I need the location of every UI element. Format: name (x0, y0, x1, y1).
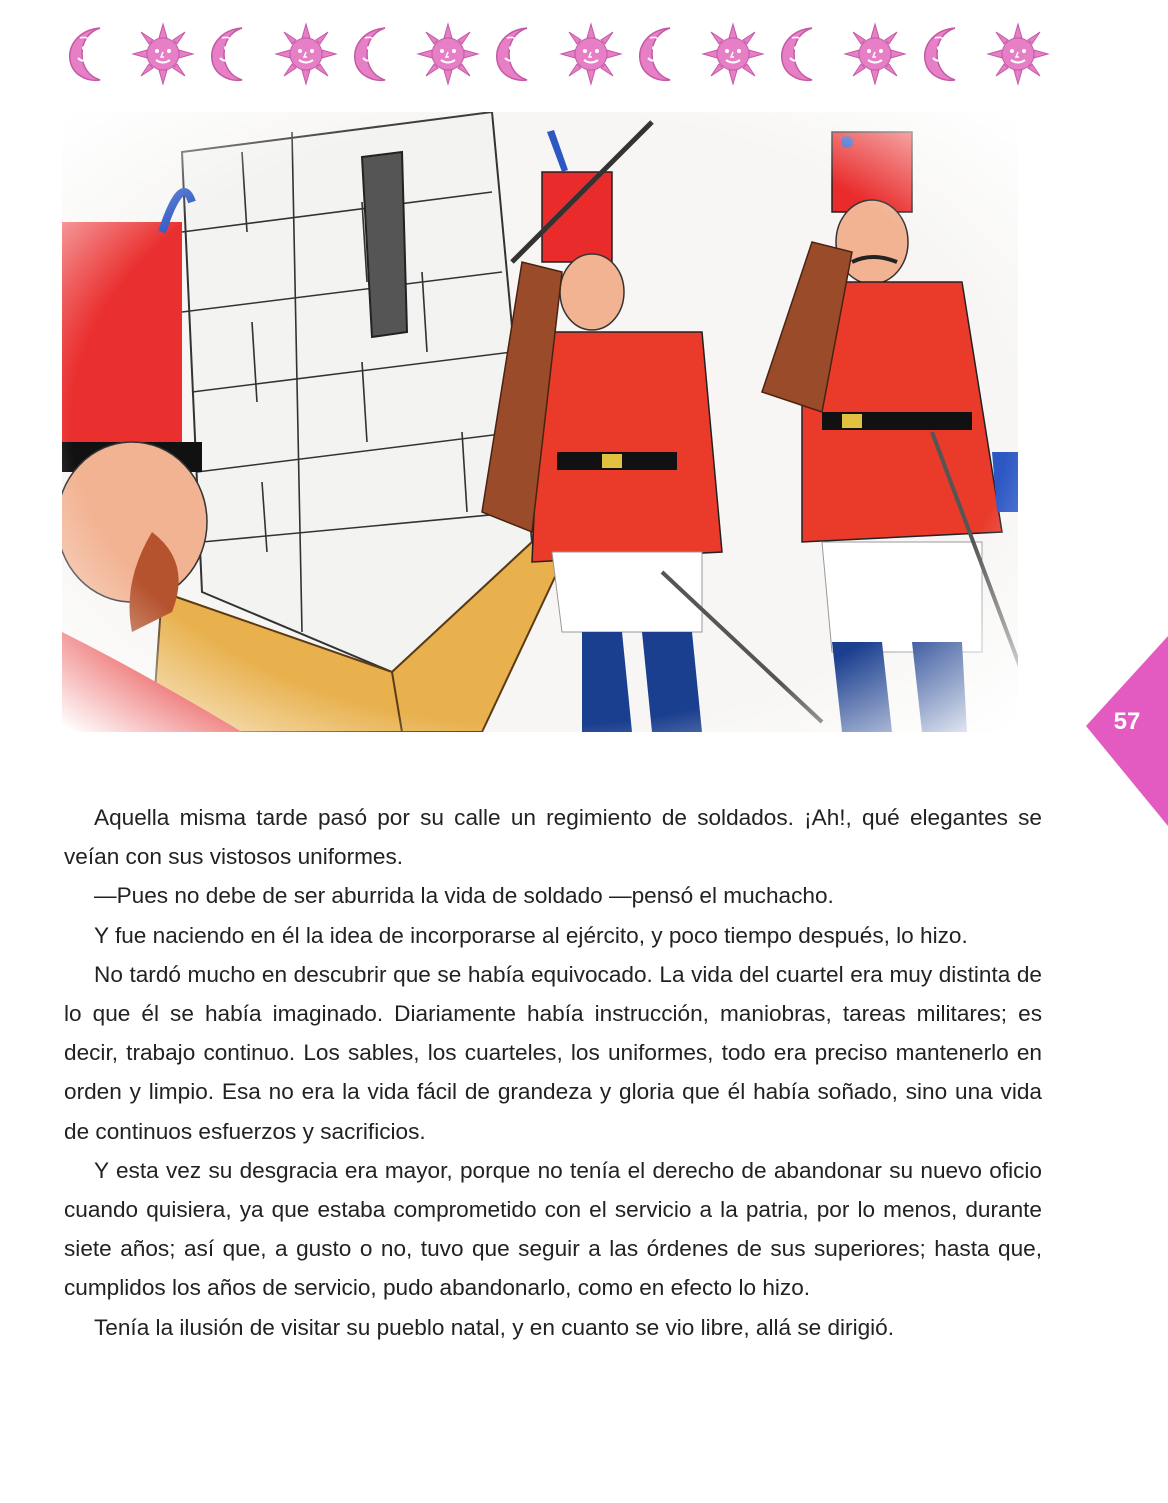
story-text (64, 798, 1042, 1347)
moon-icon (487, 22, 551, 86)
decorative-border (60, 18, 1050, 90)
sun-icon (416, 22, 480, 86)
moon-icon (772, 22, 836, 86)
moon-icon (915, 22, 979, 86)
sun-icon (986, 22, 1050, 86)
sun-icon (701, 22, 765, 86)
page-number: 57 (1113, 708, 1141, 735)
soldiers-illustration (62, 112, 1018, 732)
moon-icon (60, 22, 124, 86)
moon-icon (630, 22, 694, 86)
moon-icon (345, 22, 409, 86)
sun-icon (843, 22, 907, 86)
paragraph: Tenía la ilusión de visitar su pueblo natal, y en cuanto se vio libre, allá se dirigió. (94, 1314, 895, 1340)
paragraph: Aquella misma tarde pasó por su calle un regimiento de soldados. ¡Ah!, qué elegantes se veían con sus vistosos uniformes. (64, 805, 1042, 870)
paragraph: No tardó mucho en descubrir que se había equivocado. La vida del cuartel era muy distinta de lo que él se había imaginado. Diariamente había instrucción, maniobras, tareas militares; es decir, trabajo continuo. Los sables, los cuarteles, los uniformes, todo era preciso mantenerlo en orden y limpio. Esa no era la vida fácil de grandeza y gloria que él había soñado, sino una vida de continuos esfuerzos y sacrificios. (64, 961, 1042, 1144)
paragraph: —Pues no debe de ser aburrida la vida de soldado —pensó el muchacho. (94, 883, 834, 909)
sun-icon (274, 22, 338, 86)
sun-icon (559, 22, 623, 86)
sun-icon (131, 22, 195, 86)
paragraph: Y fue naciendo en él la idea de incorporarse al ejército, y poco tiempo después, lo hizo. (94, 922, 968, 948)
paragraph: Y esta vez su desgracia era mayor, porque no tenía el derecho de abandonar su nuevo oficio cuando quisiera, ya que estaba comprometido con el servicio a la patria, por lo menos, durante siete años; así que, a gusto o no, tuvo que seguir a las órdenes de sus superiores; hasta que, cumplidos los años de servicio, pudo abandonarlo, como en efecto lo hizo. (64, 1157, 1042, 1301)
moon-icon (202, 22, 266, 86)
